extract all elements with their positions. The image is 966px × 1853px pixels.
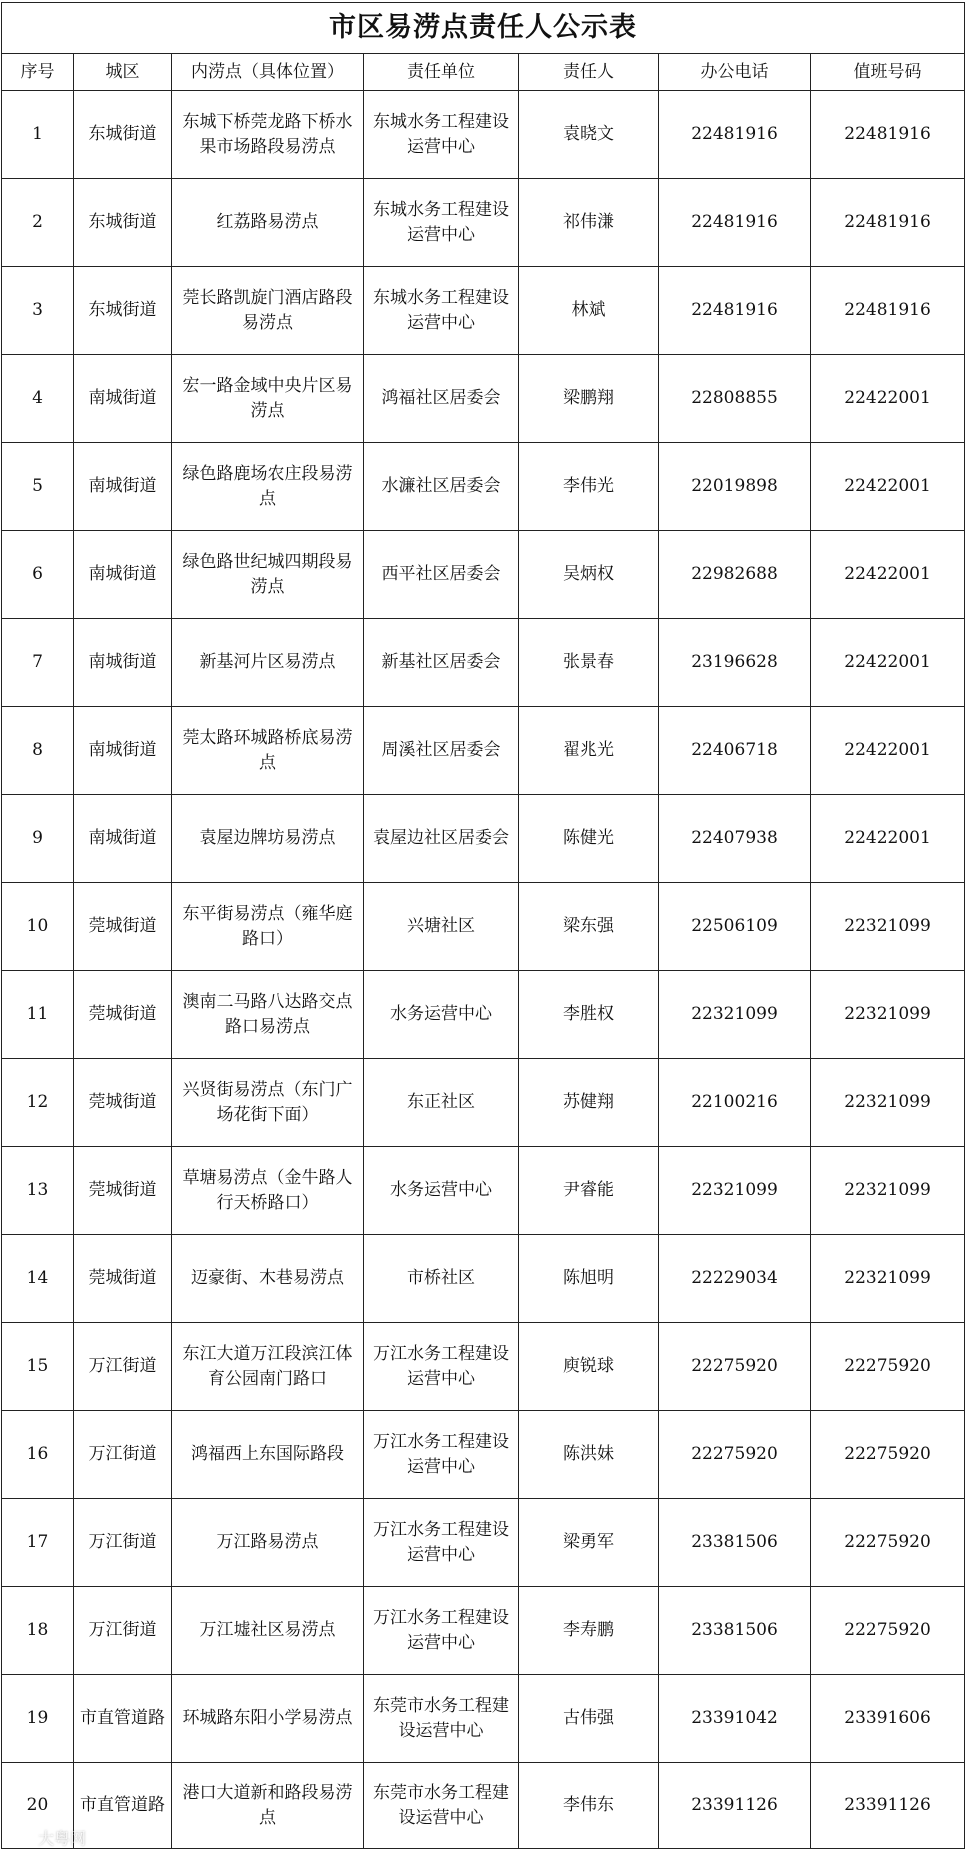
cell-person: 林斌 bbox=[519, 267, 659, 355]
cell-person: 尹睿能 bbox=[519, 1147, 659, 1235]
cell-location: 东城下桥莞龙路下桥水果市场路段易涝点 bbox=[172, 91, 364, 179]
cell-unit: 万江水务工程建设运营中心 bbox=[364, 1499, 519, 1587]
cell-index: 1 bbox=[2, 91, 74, 179]
cell-district: 南城街道 bbox=[74, 531, 172, 619]
cell-index: 20 bbox=[2, 1763, 74, 1849]
cell-unit: 东正社区 bbox=[364, 1059, 519, 1147]
cell-district: 南城街道 bbox=[74, 619, 172, 707]
watermark-text: 大粤网 bbox=[38, 1829, 87, 1848]
cell-office-phone: 23391042 bbox=[659, 1675, 811, 1763]
cell-office-phone: 22275920 bbox=[659, 1323, 811, 1411]
cell-location: 万江路易涝点 bbox=[172, 1499, 364, 1587]
cell-district: 莞城街道 bbox=[74, 1147, 172, 1235]
cell-district: 东城街道 bbox=[74, 91, 172, 179]
cell-person: 陈旭明 bbox=[519, 1235, 659, 1323]
cell-district: 万江街道 bbox=[74, 1323, 172, 1411]
cell-office-phone: 22321099 bbox=[659, 971, 811, 1059]
cell-index: 6 bbox=[2, 531, 74, 619]
cell-index: 12 bbox=[2, 1059, 74, 1147]
table-row bbox=[2, 267, 965, 355]
header-duty-phone: 值班号码 bbox=[811, 54, 965, 91]
cell-district: 南城街道 bbox=[74, 707, 172, 795]
cell-location: 万江墟社区易涝点 bbox=[172, 1587, 364, 1675]
responsibility-table bbox=[1, 2, 965, 1849]
cell-location: 迈豪街、木巷易涝点 bbox=[172, 1235, 364, 1323]
cell-duty-phone: 22481916 bbox=[811, 91, 965, 179]
cell-person: 梁勇军 bbox=[519, 1499, 659, 1587]
cell-district: 东城街道 bbox=[74, 179, 172, 267]
cell-index: 19 bbox=[2, 1675, 74, 1763]
header-index: 序号 bbox=[2, 54, 74, 91]
cell-index: 18 bbox=[2, 1587, 74, 1675]
cell-duty-phone: 22422001 bbox=[811, 619, 965, 707]
cell-index: 9 bbox=[2, 795, 74, 883]
cell-location: 鸿福西上东国际路段 bbox=[172, 1411, 364, 1499]
cell-location: 绿色路世纪城四期段易涝点 bbox=[172, 531, 364, 619]
cell-duty-phone: 22321099 bbox=[811, 1059, 965, 1147]
cell-person: 李伟光 bbox=[519, 443, 659, 531]
cell-person: 李寿鹏 bbox=[519, 1587, 659, 1675]
watermark bbox=[8, 1826, 86, 1849]
cell-person: 李伟东 bbox=[519, 1763, 659, 1849]
cell-office-phone: 23196628 bbox=[659, 619, 811, 707]
cell-unit: 东城水务工程建设运营中心 bbox=[364, 179, 519, 267]
cell-unit: 万江水务工程建设运营中心 bbox=[364, 1587, 519, 1675]
cell-unit: 水务运营中心 bbox=[364, 1147, 519, 1235]
cell-index: 13 bbox=[2, 1147, 74, 1235]
table-row bbox=[2, 1059, 965, 1147]
cell-unit: 周溪社区居委会 bbox=[364, 707, 519, 795]
cell-index: 8 bbox=[2, 707, 74, 795]
cell-index: 14 bbox=[2, 1235, 74, 1323]
header-row bbox=[2, 54, 965, 91]
cell-district: 南城街道 bbox=[74, 443, 172, 531]
cell-person: 陈健光 bbox=[519, 795, 659, 883]
table-row bbox=[2, 1411, 965, 1499]
cell-duty-phone: 22422001 bbox=[811, 707, 965, 795]
cell-district: 莞城街道 bbox=[74, 1059, 172, 1147]
cell-duty-phone: 22321099 bbox=[811, 1235, 965, 1323]
cell-duty-phone: 22422001 bbox=[811, 531, 965, 619]
cell-unit: 水务运营中心 bbox=[364, 971, 519, 1059]
cell-index: 2 bbox=[2, 179, 74, 267]
cell-office-phone: 22808855 bbox=[659, 355, 811, 443]
cell-district: 市直管道路 bbox=[74, 1763, 172, 1849]
cell-office-phone: 22481916 bbox=[659, 179, 811, 267]
table-row bbox=[2, 1147, 965, 1235]
header-unit: 责任单位 bbox=[364, 54, 519, 91]
cell-duty-phone: 22321099 bbox=[811, 883, 965, 971]
cell-district: 莞城街道 bbox=[74, 883, 172, 971]
cell-duty-phone: 23391606 bbox=[811, 1675, 965, 1763]
table-row bbox=[2, 1587, 965, 1675]
cell-unit: 袁屋边社区居委会 bbox=[364, 795, 519, 883]
cell-location: 红荔路易涝点 bbox=[172, 179, 364, 267]
cell-person: 祁伟溓 bbox=[519, 179, 659, 267]
cell-person: 翟兆光 bbox=[519, 707, 659, 795]
table-row bbox=[2, 355, 965, 443]
table-row bbox=[2, 1499, 965, 1587]
table-row bbox=[2, 179, 965, 267]
cell-location: 澳南二马路八达路交点路口易涝点 bbox=[172, 971, 364, 1059]
cell-duty-phone: 22321099 bbox=[811, 1147, 965, 1235]
cell-duty-phone: 23391126 bbox=[811, 1763, 965, 1849]
cell-person: 古伟强 bbox=[519, 1675, 659, 1763]
table-row bbox=[2, 619, 965, 707]
cell-district: 万江街道 bbox=[74, 1499, 172, 1587]
cell-office-phone: 22019898 bbox=[659, 443, 811, 531]
cell-unit: 新基社区居委会 bbox=[364, 619, 519, 707]
cell-person: 梁东强 bbox=[519, 883, 659, 971]
cell-person: 梁鹏翔 bbox=[519, 355, 659, 443]
table-row bbox=[2, 707, 965, 795]
cell-unit: 东城水务工程建设运营中心 bbox=[364, 91, 519, 179]
table-row bbox=[2, 883, 965, 971]
cell-person: 袁晓文 bbox=[519, 91, 659, 179]
cell-person: 庾锐球 bbox=[519, 1323, 659, 1411]
cell-office-phone: 22229034 bbox=[659, 1235, 811, 1323]
cell-duty-phone: 22481916 bbox=[811, 179, 965, 267]
cell-district: 南城街道 bbox=[74, 355, 172, 443]
cell-duty-phone: 22422001 bbox=[811, 443, 965, 531]
cell-index: 7 bbox=[2, 619, 74, 707]
cell-index: 16 bbox=[2, 1411, 74, 1499]
cell-unit: 鸿福社区居委会 bbox=[364, 355, 519, 443]
table-row bbox=[2, 795, 965, 883]
header-location: 内涝点（具体位置） bbox=[172, 54, 364, 91]
cell-person: 李胜权 bbox=[519, 971, 659, 1059]
cell-duty-phone: 22321099 bbox=[811, 971, 965, 1059]
table-title: 市区易涝点责任人公示表 bbox=[2, 3, 965, 54]
cell-index: 3 bbox=[2, 267, 74, 355]
cell-location: 东江大道万江段滨江体育公园南门路口 bbox=[172, 1323, 364, 1411]
table-row bbox=[2, 1323, 965, 1411]
cell-location: 莞太路环城路桥底易涝点 bbox=[172, 707, 364, 795]
cell-location: 环城路东阳小学易涝点 bbox=[172, 1675, 364, 1763]
cell-index: 10 bbox=[2, 883, 74, 971]
cell-office-phone: 22982688 bbox=[659, 531, 811, 619]
table-row bbox=[2, 1235, 965, 1323]
cell-location: 莞长路凯旋门酒店路段易涝点 bbox=[172, 267, 364, 355]
cell-person: 吴炳权 bbox=[519, 531, 659, 619]
cell-unit: 水濂社区居委会 bbox=[364, 443, 519, 531]
cell-office-phone: 23381506 bbox=[659, 1499, 811, 1587]
cell-location: 港口大道新和路段易涝点 bbox=[172, 1763, 364, 1849]
cell-unit: 万江水务工程建设运营中心 bbox=[364, 1411, 519, 1499]
cell-index: 15 bbox=[2, 1323, 74, 1411]
cell-location: 兴贤街易涝点（东门广场花街下面） bbox=[172, 1059, 364, 1147]
cell-duty-phone: 22275920 bbox=[811, 1587, 965, 1675]
cell-district: 南城街道 bbox=[74, 795, 172, 883]
header-district: 城区 bbox=[74, 54, 172, 91]
cell-index: 5 bbox=[2, 443, 74, 531]
header-office-phone: 办公电话 bbox=[659, 54, 811, 91]
cell-unit: 东城水务工程建设运营中心 bbox=[364, 267, 519, 355]
cell-office-phone: 22481916 bbox=[659, 267, 811, 355]
watermark-logo-icon bbox=[8, 1829, 34, 1847]
cell-duty-phone: 22275920 bbox=[811, 1323, 965, 1411]
cell-location: 草塘易涝点（金牛路人行天桥路口） bbox=[172, 1147, 364, 1235]
cell-duty-phone: 22481916 bbox=[811, 267, 965, 355]
cell-district: 万江街道 bbox=[74, 1587, 172, 1675]
cell-district: 莞城街道 bbox=[74, 1235, 172, 1323]
table-row bbox=[2, 1675, 965, 1763]
cell-office-phone: 23381506 bbox=[659, 1587, 811, 1675]
cell-office-phone: 22407938 bbox=[659, 795, 811, 883]
cell-duty-phone: 22422001 bbox=[811, 795, 965, 883]
cell-person: 陈洪妹 bbox=[519, 1411, 659, 1499]
cell-office-phone: 22481916 bbox=[659, 91, 811, 179]
cell-location: 袁屋边牌坊易涝点 bbox=[172, 795, 364, 883]
cell-duty-phone: 22422001 bbox=[811, 355, 965, 443]
cell-district: 东城街道 bbox=[74, 267, 172, 355]
cell-office-phone: 22506109 bbox=[659, 883, 811, 971]
table-row bbox=[2, 91, 965, 179]
cell-duty-phone: 22275920 bbox=[811, 1499, 965, 1587]
cell-index: 11 bbox=[2, 971, 74, 1059]
cell-district: 莞城街道 bbox=[74, 971, 172, 1059]
table-row bbox=[2, 1763, 965, 1849]
cell-location: 绿色路鹿场农庄段易涝点 bbox=[172, 443, 364, 531]
cell-unit: 兴塘社区 bbox=[364, 883, 519, 971]
cell-office-phone: 22406718 bbox=[659, 707, 811, 795]
notice-sheet bbox=[1, 2, 964, 1849]
cell-unit: 市桥社区 bbox=[364, 1235, 519, 1323]
cell-location: 宏一路金域中央片区易涝点 bbox=[172, 355, 364, 443]
cell-office-phone: 22275920 bbox=[659, 1411, 811, 1499]
cell-unit: 西平社区居委会 bbox=[364, 531, 519, 619]
cell-location: 新基河片区易涝点 bbox=[172, 619, 364, 707]
cell-person: 张景春 bbox=[519, 619, 659, 707]
cell-person: 苏健翔 bbox=[519, 1059, 659, 1147]
cell-location: 东平街易涝点（雍华庭路口） bbox=[172, 883, 364, 971]
cell-duty-phone: 22275920 bbox=[811, 1411, 965, 1499]
cell-unit: 万江水务工程建设运营中心 bbox=[364, 1323, 519, 1411]
cell-office-phone: 23391126 bbox=[659, 1763, 811, 1849]
table-row bbox=[2, 971, 965, 1059]
cell-office-phone: 22100216 bbox=[659, 1059, 811, 1147]
cell-unit: 东莞市水务工程建设运营中心 bbox=[364, 1763, 519, 1849]
cell-unit: 东莞市水务工程建设运营中心 bbox=[364, 1675, 519, 1763]
cell-index: 17 bbox=[2, 1499, 74, 1587]
header-person: 责任人 bbox=[519, 54, 659, 91]
cell-district: 万江街道 bbox=[74, 1411, 172, 1499]
cell-office-phone: 22321099 bbox=[659, 1147, 811, 1235]
cell-index: 4 bbox=[2, 355, 74, 443]
cell-district: 市直管道路 bbox=[74, 1675, 172, 1763]
table-row bbox=[2, 531, 965, 619]
table-body bbox=[2, 91, 965, 1849]
table-row bbox=[2, 443, 965, 531]
